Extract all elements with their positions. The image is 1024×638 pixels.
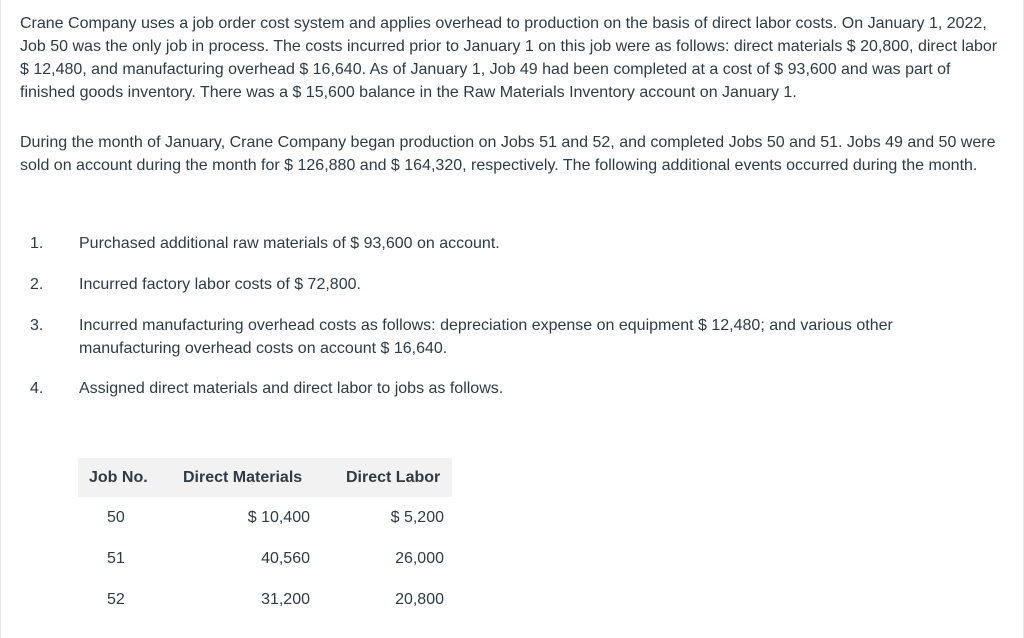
event-text: Assigned direct materials and direct labor to jobs as follows. — [79, 380, 504, 397]
cell-job-no: 51 — [107, 550, 125, 567]
table-row — [78, 579, 452, 620]
cell-job-no: 50 — [107, 509, 125, 526]
cell-direct-materials: $ 10,400 — [247, 509, 310, 526]
intro-paragraph: Crane Company uses a job order cost system and applies overhead to production on the basis of direct labor costs. On January 1, 2022, Job 50 was the only job in process. The costs incurred prior to January 1 on this job were as follows: direct materials $ 20,800, direct labor $ 12,480, and manufacturing overhead $ 16,640. As of January 1, Job 49 had been completed at a cost of $ 93,600 and was part of finished goods inventory. There was a $ 15,600 balance in the Raw Materials Inventory account on January 1. — [20, 15, 998, 101]
table-row — [78, 538, 452, 579]
event-number: 1. — [30, 235, 44, 252]
cell-direct-labor: $ 5,200 — [390, 509, 444, 526]
event-number: 3. — [30, 317, 44, 334]
cell-direct-materials: 40,560 — [261, 550, 310, 567]
event-number: 4. — [30, 380, 44, 397]
header-job-no: Job No. — [89, 469, 148, 486]
event-text: Incurred factory labor costs of $ 72,800. — [79, 276, 361, 293]
cell-direct-labor: 26,000 — [395, 550, 444, 567]
table-header — [78, 458, 452, 497]
header-direct-labor: Direct Labor — [346, 469, 441, 486]
january-paragraph: During the month of January, Crane Company began production on Jobs 51 and 52, and completed Jobs 50 and 51. Jobs 49 and 50 were sold on account during the month for $ 126,880 and $ 164,320, respectively. The following additional events occurred during the month. — [20, 134, 996, 174]
cell-direct-labor: 20,800 — [395, 591, 444, 608]
cell-job-no: 52 — [107, 591, 125, 608]
event-text: Purchased additional raw materials of $ 93,600 on account. — [79, 235, 500, 252]
event-text: Incurred manufacturing overhead costs as follows: depreciation expense on equipment $ 12,480; and various other manufacturing overhead costs on account $ 16,640. — [79, 317, 893, 357]
job-cost-table — [78, 458, 452, 620]
cell-direct-materials: 31,200 — [261, 591, 310, 608]
event-number: 2. — [30, 276, 44, 293]
table-row — [78, 497, 452, 538]
header-direct-materials: Direct Materials — [183, 469, 303, 486]
